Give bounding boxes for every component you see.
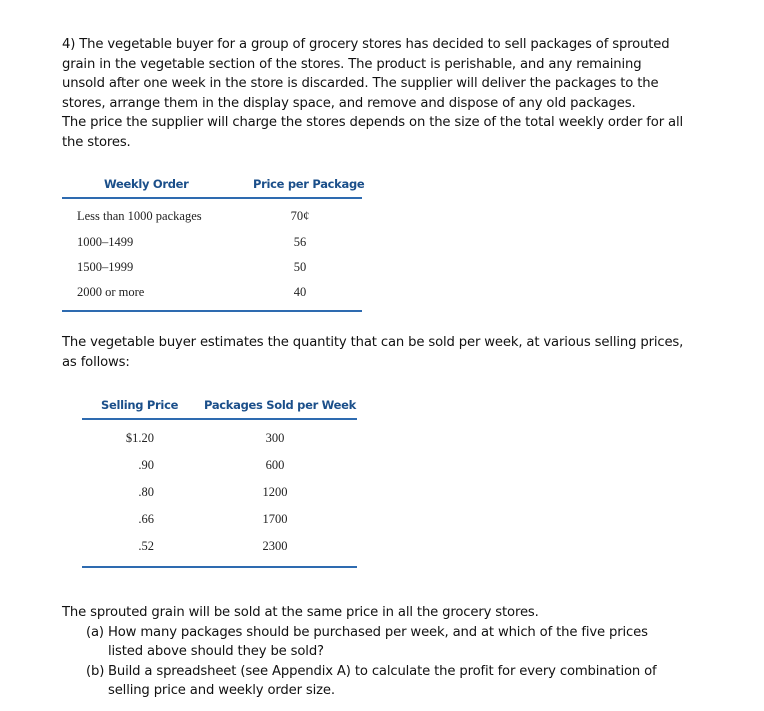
question-marker: (a) — [86, 624, 104, 640]
table-cell-sold: 1200 — [262, 485, 288, 499]
table-top-rule — [82, 418, 357, 420]
demand-intro — [62, 333, 722, 372]
text-line: selling price and weekly order size. — [108, 683, 335, 698]
table-cell-price: .52 — [138, 539, 154, 553]
table-cell-sold: 600 — [265, 458, 285, 472]
text-line: listed above should they be sold? — [108, 644, 324, 659]
table-cell-price: 56 — [293, 235, 307, 249]
table-cell-order: 1500–1999 — [77, 260, 134, 274]
column-header-selling-price: Selling Price — [101, 398, 179, 412]
questions — [62, 603, 742, 701]
text-line: the stores. — [62, 134, 131, 150]
table-cell-order: 1000–1499 — [77, 235, 134, 249]
table-cell-sold: 300 — [265, 431, 285, 445]
column-header-packages-sold: Packages Sold per Week — [204, 398, 356, 412]
text-line: The price the supplier will charge the stores depends on the size of the total weekly order for all — [62, 115, 683, 130]
table-cell-price: .90 — [138, 458, 154, 472]
table-cell-price: .66 — [138, 512, 154, 526]
table-cell-price: 70¢ — [290, 209, 310, 223]
table-cell-price: .80 — [138, 485, 154, 499]
table-cell-sold: 1700 — [262, 512, 288, 526]
question-marker: (b) — [86, 663, 105, 679]
column-header-price-per-package: Price per Package — [253, 177, 365, 191]
text-line: 4) The vegetable buyer for a group of grocery stores has decided to sell packages of sprouted — [62, 37, 670, 52]
text-line: unsold after one week in the store is discarded. The supplier will deliver the packages to the — [62, 76, 659, 91]
text-line: Build a spreadsheet (see Appendix A) to calculate the profit for every combination of — [108, 663, 657, 679]
table-cell-order: Less than 1000 packages — [77, 209, 202, 223]
table-cell-price: $1.20 — [125, 431, 154, 445]
question-b — [62, 662, 742, 701]
problem-intro — [62, 35, 722, 152]
text-line: How many packages should be purchased per week, and at which of the five prices — [108, 624, 648, 640]
question-a — [62, 623, 742, 662]
table-cell-price: 40 — [293, 285, 307, 299]
text-line: as follows: — [62, 354, 130, 370]
text-line: stores, arrange them in the display space, and remove and dispose of any old packages. — [62, 95, 636, 111]
text-line: grain in the vegetable section of the stores. The product is perishable, and any remaining — [62, 56, 642, 72]
table-bottom-rule — [82, 566, 357, 568]
table-cell-sold: 2300 — [262, 539, 288, 553]
table-cell-price: 50 — [293, 260, 307, 274]
column-header-weekly-order: Weekly Order — [104, 177, 189, 191]
table-bottom-rule — [62, 310, 362, 312]
text-line: The vegetable buyer estimates the quantity that can be sold per week, at various selling prices, — [62, 335, 684, 350]
questions-intro: The sprouted grain will be sold at the same price in all the grocery stores. — [62, 605, 539, 620]
table-top-rule — [62, 197, 362, 199]
table-cell-order: 2000 or more — [77, 285, 145, 299]
